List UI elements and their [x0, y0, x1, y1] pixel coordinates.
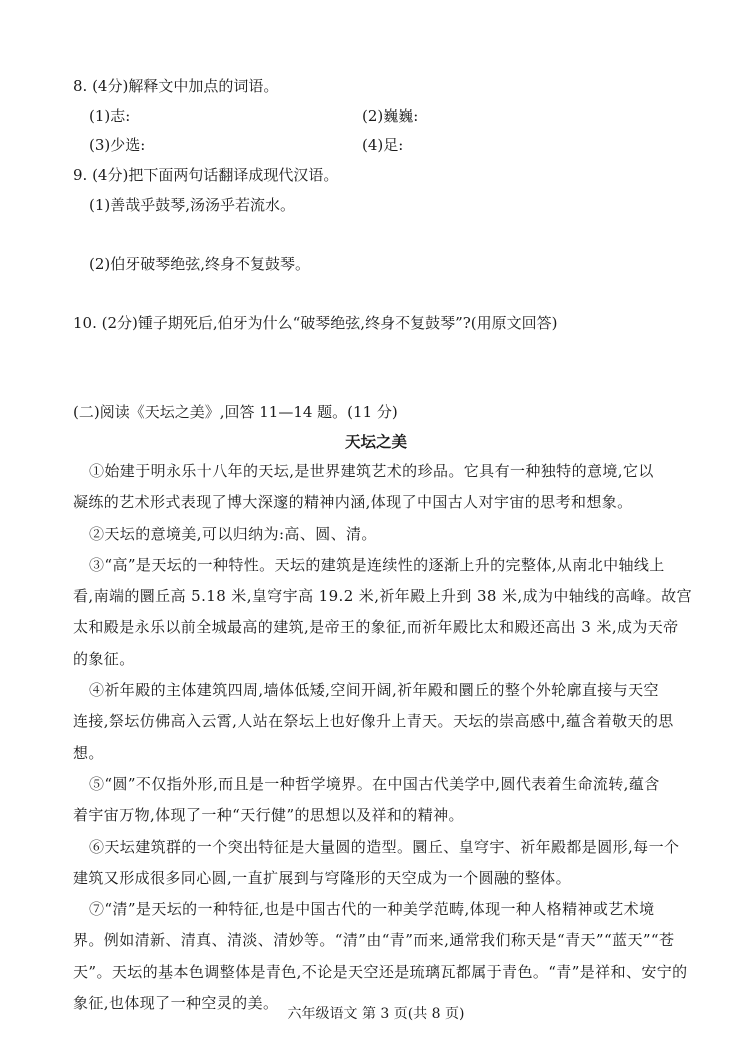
passage-line: 想。	[73, 743, 104, 762]
passage-line: 着宇宙万物,体现了一种“天行健”的思想以及祥和的精神。	[73, 806, 464, 825]
q8-item-3: (3)少选:	[89, 136, 146, 154]
passage-line: 看,南端的圜丘高 5.18 米,皇穹宇高 19.2 米,祈年殿上升到 38 米,成为中轴线的高峰。故宫	[73, 587, 692, 606]
passage-line: ⑤“圆”不仅指外形,而且是一种哲学境界。在中国古代美学中,圆代表着生命流转,蕴含	[89, 774, 660, 793]
passage-line: 的象征。	[73, 649, 135, 668]
q9-item-2: (2)伯牙破琴绝弦,终身不复鼓琴。	[89, 255, 311, 273]
passage-line: 太和殿是永乐以前全城最高的建筑,是帝王的象征,而祈年殿比太和殿还高出 3 米,成为天帝	[73, 618, 679, 637]
passage-line: ⑥天坛建筑群的一个突出特征是大量圆的造型。圜丘、皇穹宇、祈年殿都是圆形,每一个	[89, 837, 680, 856]
q8-item-1: (1)志:	[89, 107, 131, 125]
passage-line: 建筑又形成很多同心圆,一直扩展到与穹隆形的天空成为一个圆融的整体。	[73, 868, 571, 887]
passage-line: 连接,祭坛仿佛高入云霄,人站在祭坛上也好像升上青天。天坛的崇高感中,蕴含着敬天的思	[73, 712, 674, 731]
passage-line: ③“高”是天坛的一种特性。天坛的建筑是连续性的逐渐上升的完整体,从南北中轴线上	[89, 555, 665, 574]
passage-body	[73, 461, 692, 1024]
q9-item-1: (1)善哉乎鼓琴,汤汤乎若流水。	[89, 196, 296, 214]
passage-line: ②天坛的意境美,可以归纳为:高、圆、清。	[89, 524, 377, 543]
passage-line: 象征,也体现了一种空灵的美。	[73, 994, 279, 1013]
q9-prompt: 9. (4分)把下面两句话翻译成现代汉语。	[73, 166, 339, 184]
q8-item-4: (4)足:	[362, 136, 404, 154]
passage-line: ⑦“清”是天坛的一种特征,也是中国古代的一种美学范畴,体现一种人格精神或艺术境	[89, 900, 655, 919]
passage-line: 界。例如清新、清真、清淡、清妙等。“清”由“青”而来,通常我们称天是“青天”“蓝天”“苍	[73, 931, 675, 950]
q8-item-2: (2)巍巍:	[362, 107, 419, 125]
passage-line: ①始建于明永乐十八年的天坛,是世界建筑艺术的珍品。它具有一种独特的意境,它以	[89, 462, 654, 480]
page-footer: 六年级语文 第 3 页(共 8 页)	[287, 1006, 465, 1022]
q10-prompt: 10. (2分)锺子期死后,伯牙为什么“破琴绝弦,终身不复鼓琴”?(用原文回答)	[73, 314, 558, 332]
passage-title: 天坛之美	[344, 432, 407, 451]
passage-line: ④祈年殿的主体建筑四周,墙体低矮,空间开阔,祈年殿和圜丘的整个外轮廓直接与天空	[89, 681, 659, 700]
passage-line: 凝练的艺术形式表现了博大深邃的精神内涵,体现了中国古人对宇宙的思考和想象。	[73, 493, 633, 512]
section2-heading: (二)阅读《天坛之美》,回答 11—14 题。(11 分)	[73, 403, 398, 421]
passage-line: 天”。天坛的基本色调整体是青色,不论是天空还是琉璃瓦都属于青色。“青”是祥和、安宁的	[73, 962, 688, 981]
q8-prompt: 8. (4分)解释文中加点的词语。	[73, 77, 279, 95]
